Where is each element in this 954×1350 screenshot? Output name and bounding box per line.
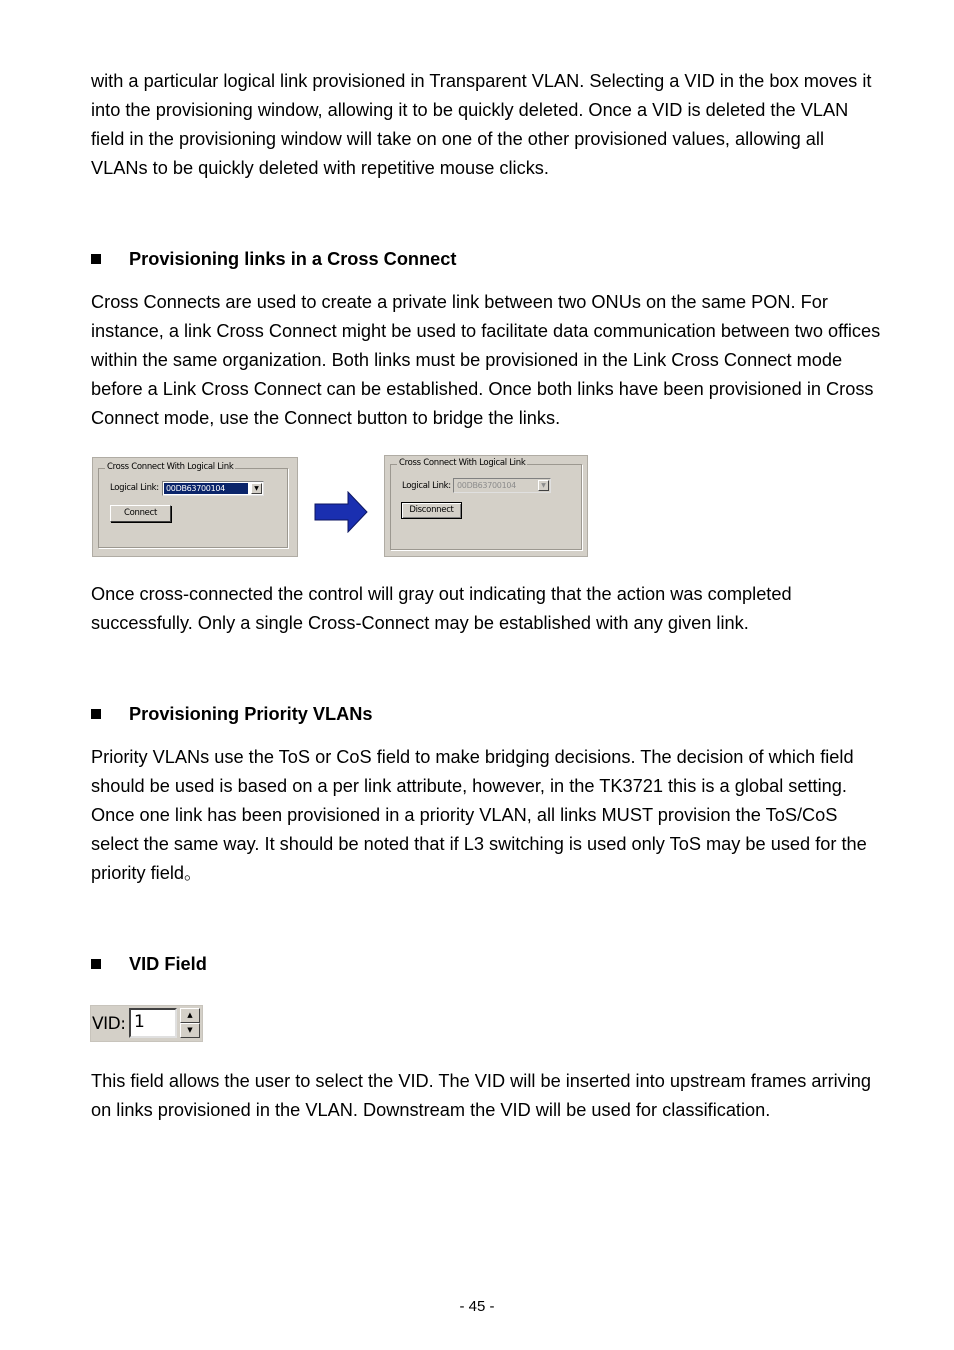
vid-input[interactable]: 1 [129,1008,177,1038]
section-heading-cross-connect [91,248,456,270]
heading-text: Provisioning Priority VLANs [129,704,373,724]
bullet-icon [91,254,101,264]
cross-connect-panel-before [92,457,298,557]
logical-link-select[interactable] [162,481,264,496]
group-title: Cross Connect With Logical Link [107,462,234,472]
chevron-down-icon: ▼ [538,480,549,491]
logical-link-label: Logical Link: [110,483,159,493]
disconnect-button[interactable]: Disconnect [401,502,462,519]
logical-link-value: 00DB63700104 [457,481,516,490]
logical-link-label: Logical Link: [402,481,451,491]
spin-up-icon[interactable]: ▲ [180,1008,200,1023]
right-arrow-icon [314,491,368,533]
cross-connect-panel-after [384,455,588,557]
priority-vlans-paragraph: Priority VLANs use the ToS or CoS field to make bridging decisions. The decision of which field should be used is based on a per link attribute, however, in the TK3721 this is a global setting. Once one link has been provisioned in a priority VLAN, all links MUST provision the ToS/CoS select the same way. It should be noted that if L3 switching is used only ToS may be used for the priority field。 [91,747,867,883]
cross-connected-paragraph: Once cross-connected the control will gray out indicating that the action was completed successfully. Only a single Cross-Connect may be established with any given link. [91,584,792,633]
bullet-icon [91,709,101,719]
spin-down-icon[interactable]: ▼ [180,1023,200,1038]
logical-link-value: 00DB63700104 [164,483,248,494]
vid-label: VID: [92,1014,126,1034]
vid-field-paragraph: This field allows the user to select the VID. The VID will be inserted into upstream frames arriving on links provisioned in the VLAN. Downstream the VID will be used for classification. [91,1071,872,1120]
intro-paragraph: with a particular logical link provisioned in Transparent VLAN. Selecting a VID in the box moves it into the provisioning window, allowing it to be quickly deleted. Once a VID is deleted the VLAN field in the provisioning window will take on one of the other provisioned values, allowing all VLANs to be quickly deleted with repetitive mouse clicks. [91,71,872,178]
section-heading-priority-vlans [91,703,373,725]
logical-link-select-disabled [453,478,551,493]
page-number: - 45 - [459,1298,495,1315]
cross-connect-paragraph: Cross Connects are used to create a private link between two ONUs on the same PON. For instance, a link Cross Connect might be used to facilitate data communication between two offices within the same organization. Both links must be provisioned in the Link Cross Connect mode before a Link Cross Connect can be established. Once both links have been provisioned in Cross Connect mode, use the Connect button to bridge the links. [91,292,881,428]
chevron-down-icon[interactable]: ▼ [251,483,262,494]
heading-text: Provisioning links in a Cross Connect [129,249,457,269]
group-title: Cross Connect With Logical Link [399,458,526,468]
section-heading-vid-field [91,953,207,975]
vid-control-panel [90,1005,203,1042]
heading-text: VID Field [129,954,207,974]
connect-button[interactable]: Connect [110,505,171,522]
bullet-icon [91,959,101,969]
